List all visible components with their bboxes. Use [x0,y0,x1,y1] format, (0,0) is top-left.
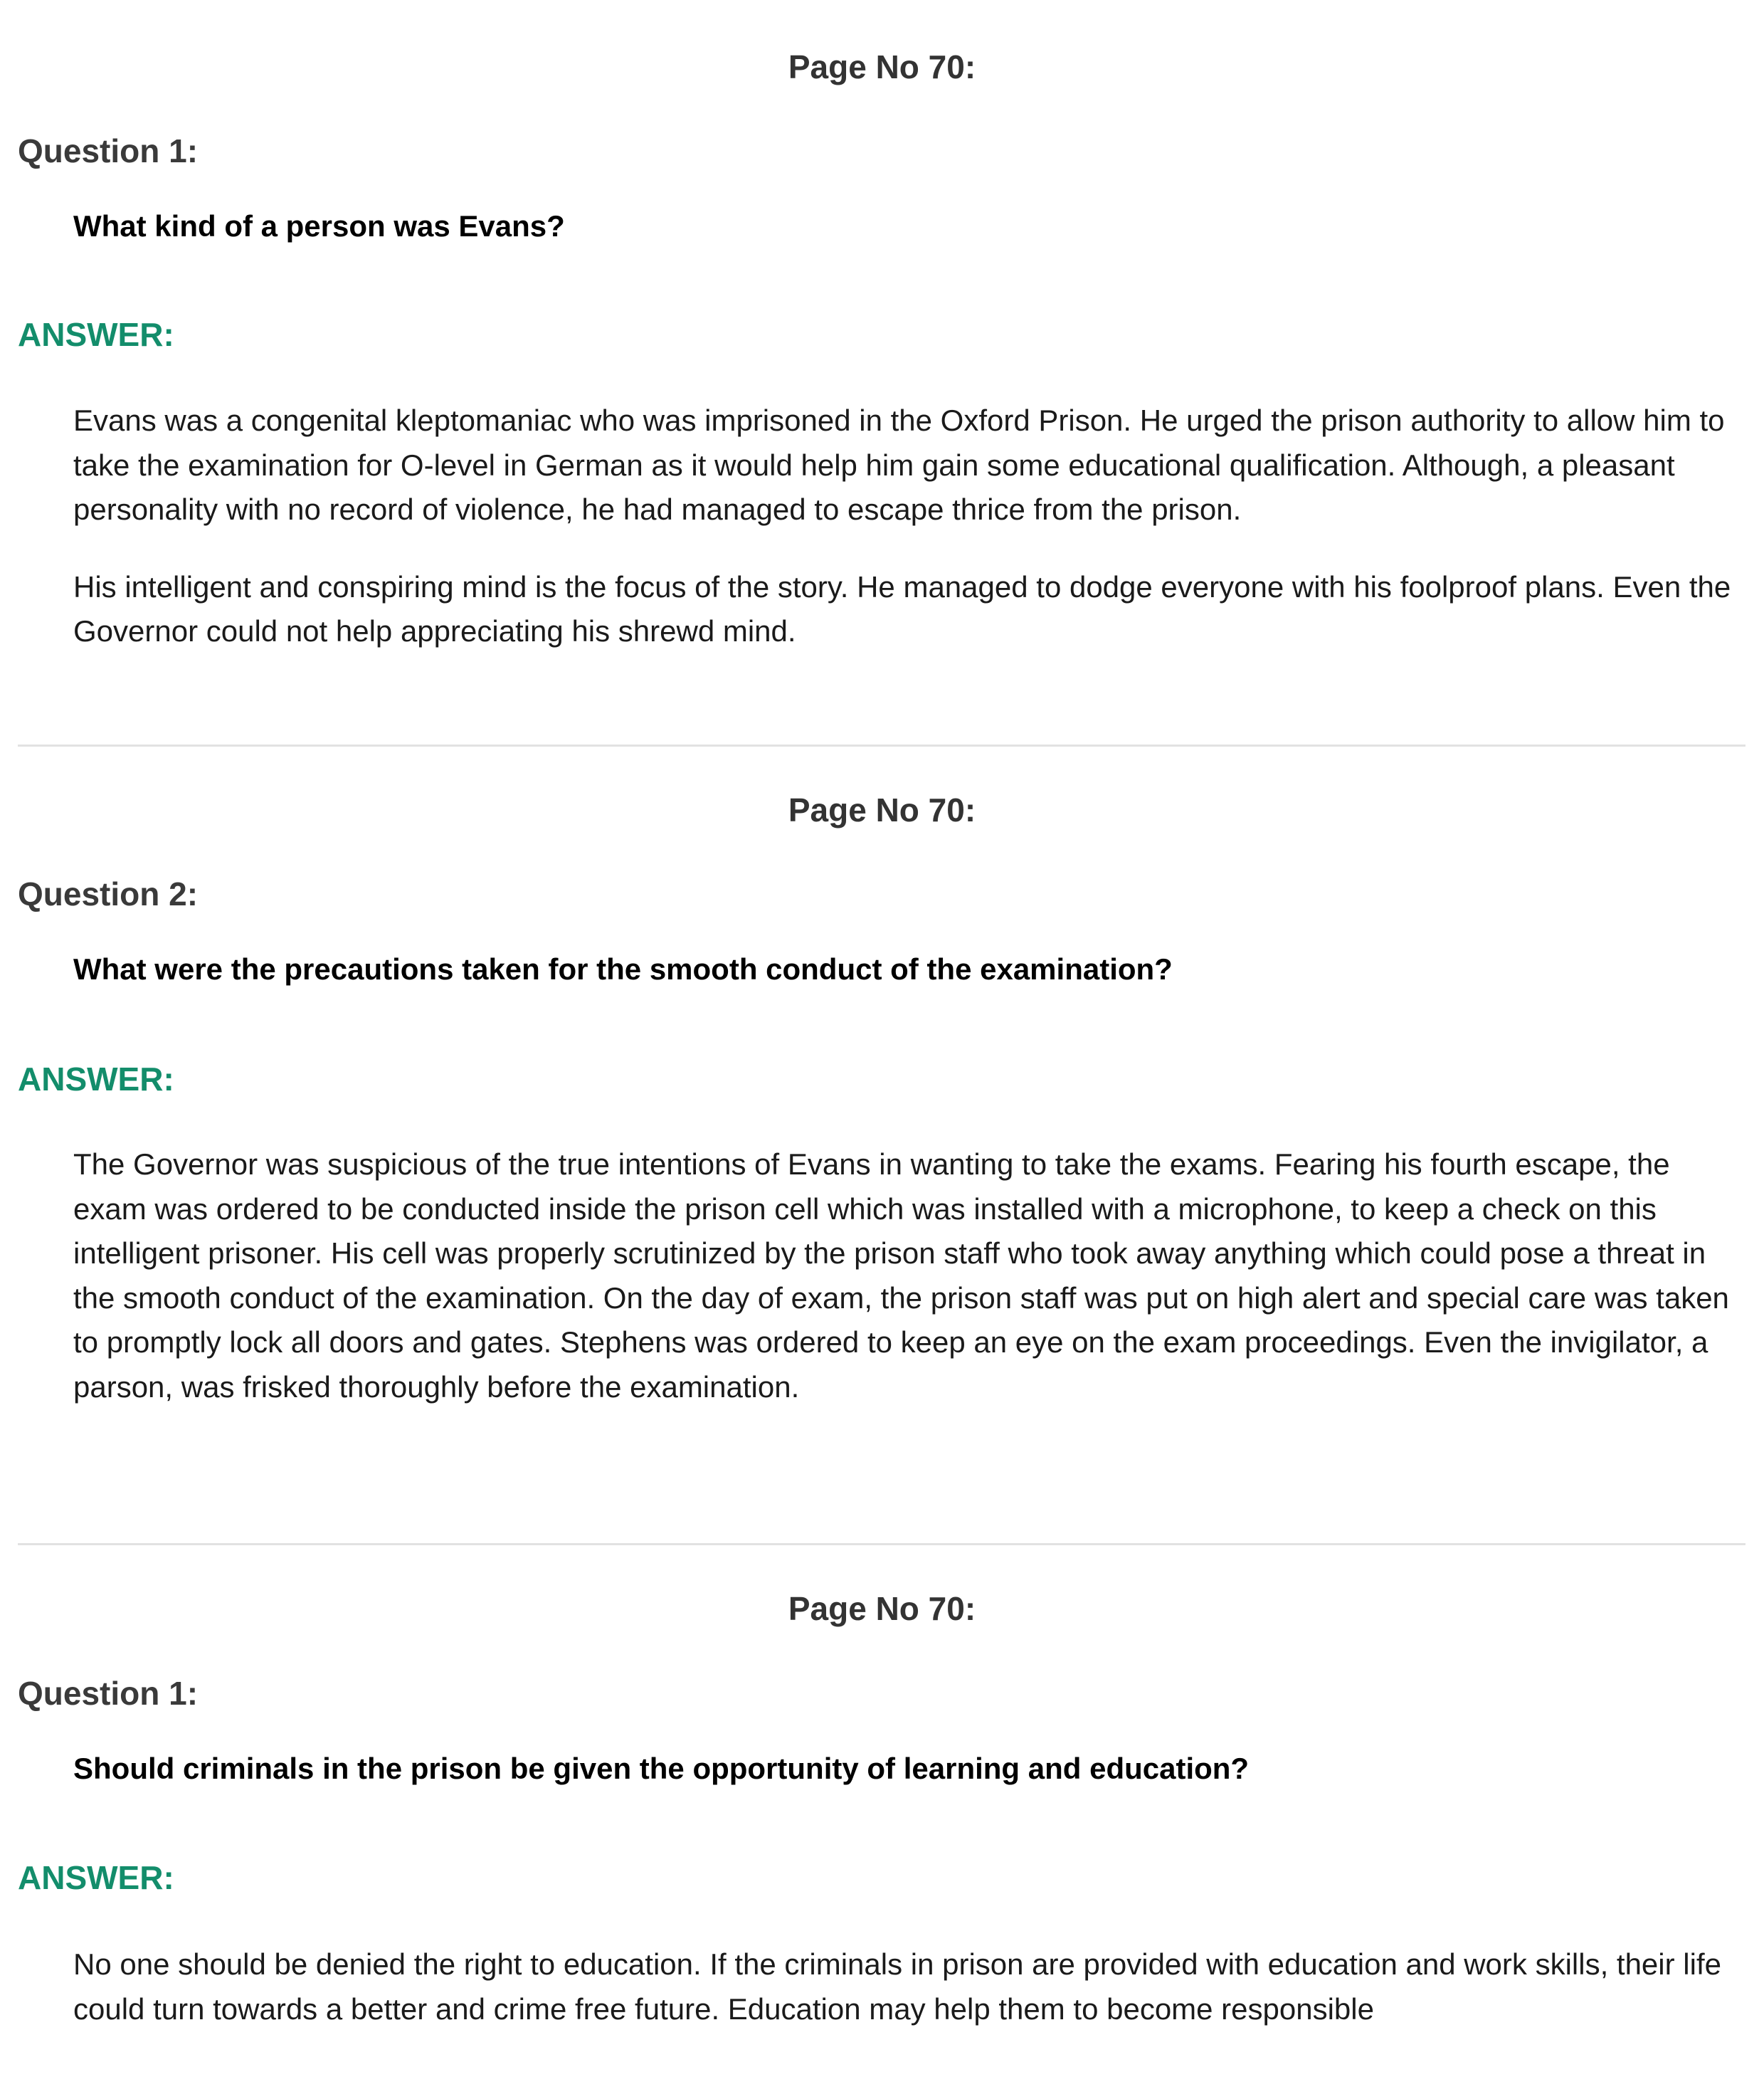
answer-label: ANSWER: [18,1859,174,1896]
question-label: Question 1: [18,132,199,169]
answer-body [73,1942,1745,2064]
page-number-heading: Page No 70: [788,1590,976,1627]
answer-label: ANSWER: [18,1061,174,1098]
question-label: Question 1: [18,1675,199,1712]
answer-paragraph: The Governor was suspicious of the true intentions of Evans in wanting to take the exams. Fearing his fourth escape, the exam was ordered to be conducted inside the prison cell which was installed with a microphone, to keep a check on this intelligent prisoner. His cell was properly scrutinized by the prison staff who took away anything which could pose a threat in the smooth conduct of the examination. On the day of exam, the prison staff was put on high alert and special care was taken to promptly lock all doors and gates. Stephens was ordered to keep an eye on the exam proceedings. Even the invigilator, a parson, was frisked thoroughly before the examination. [73,1147,1729,1404]
answer-body [73,1142,1745,1442]
section-divider [18,745,1745,747]
answer-body [73,399,1745,687]
page-number-heading: Page No 70: [788,791,976,828]
question-text: What kind of a person was Evans? [73,209,565,243]
answer-paragraph: His intelligent and conspiring mind is the focus of the story. He managed to dodge everyone with his foolproof plans. Even the Governor could not help appreciating his shrewd mind. [73,569,1731,648]
answer-paragraph: No one should be denied the right to education. If the criminals in prison are provided with education and work skills, their life could turn towards a better and crime free future. Education may help them to become responsible [73,1947,1721,2026]
question-text: Should criminals in the prison be given the opportunity of learning and education? [73,1752,1250,1785]
section-divider [18,1543,1745,1545]
page-number-heading: Page No 70: [788,48,976,85]
answer-label: ANSWER: [18,316,174,353]
question-label: Question 2: [18,875,199,912]
answer-paragraph: Evans was a congenital kleptomaniac who was imprisoned in the Oxford Prison. He urged the prison authority to allow him to take the examination for O-level in German as it would help him gain some educational qualification. Although, a pleasant personality with no record of violence, he had managed to escape thrice from the prison. [73,404,1725,526]
question-text: What were the precautions taken for the smooth conduct of the examination? [73,952,1173,986]
